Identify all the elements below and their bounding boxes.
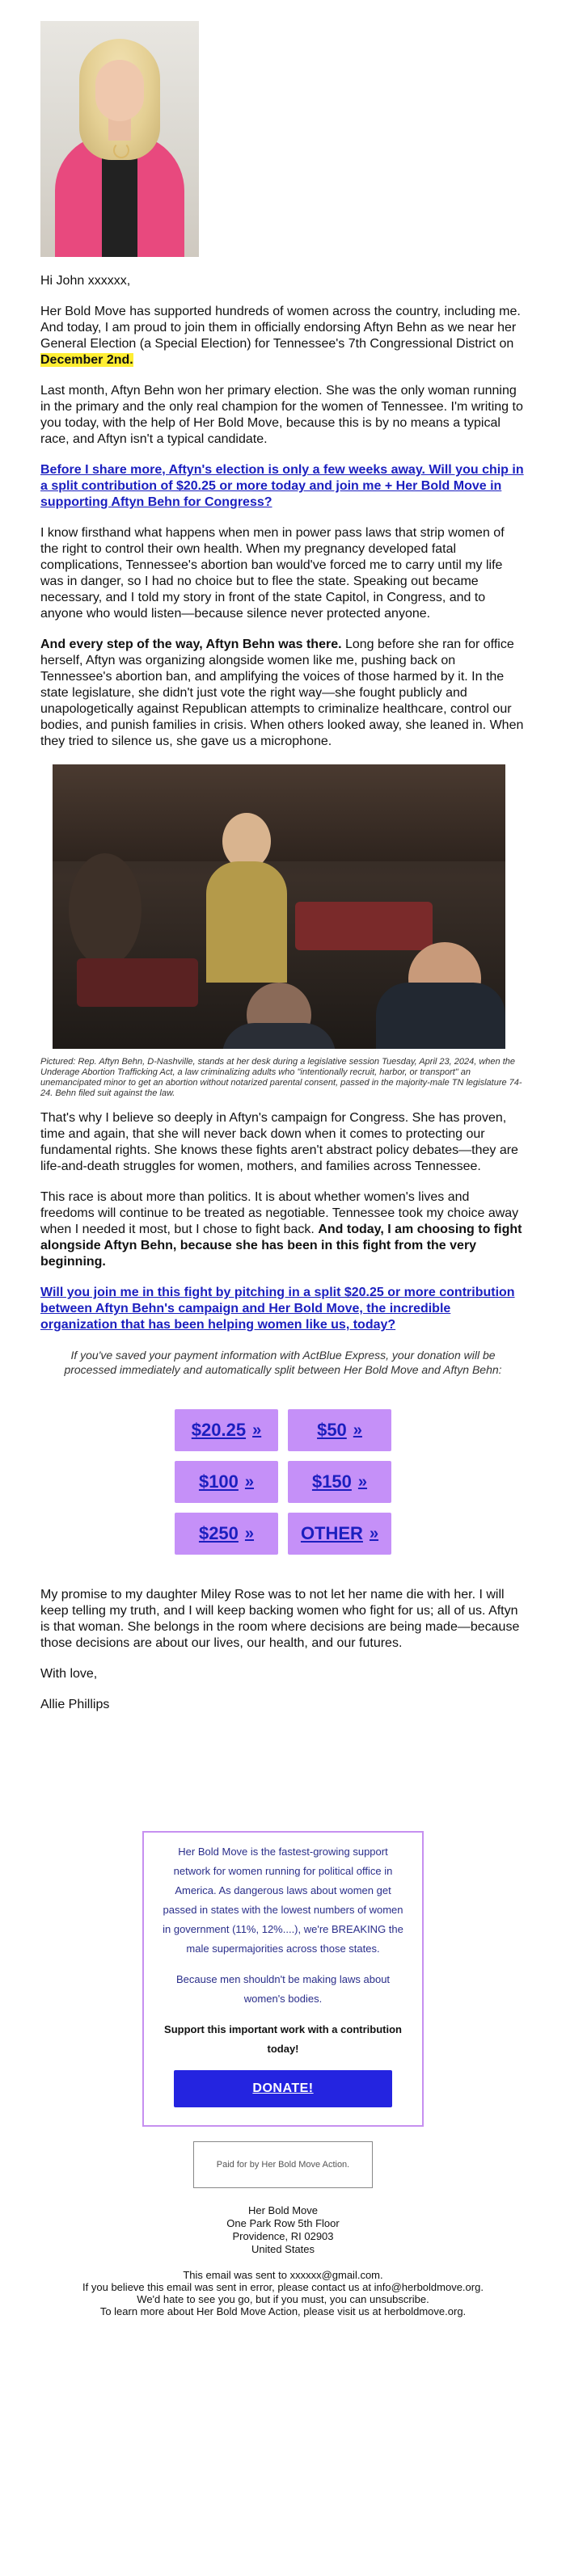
unsubscribe-link[interactable]: We'd hate to see you go, but if you must, you can unsubscribe. <box>137 2293 429 2305</box>
donate-link-2[interactable]: Will you join me in this fight by pitching in a split $20.25 or more contribution between Aftyn Behn's campaign and Her Bold Move, the incredible organization that has been helping women like us, today? <box>40 1286 515 1332</box>
headshot-image <box>40 21 199 257</box>
intro-paragraph: Her Bold Move has supported hundreds of women across the country, including me. And today, I am proud to join them in officially endorsing Aftyn Behn as we near her General Election (a Special Election) for Tennessee's 7th Congressional District on December 2nd. <box>40 305 521 367</box>
chevron-right-icon: » <box>244 1472 255 1491</box>
greeting: Hi John xxxxxx, <box>40 274 131 288</box>
donate-20-button[interactable]: $20.25 » <box>175 1409 278 1451</box>
legal-footer <box>40 2269 526 2317</box>
support-text: Support this important work with a contribution today! <box>164 2023 402 2055</box>
promise-paragraph: My promise to my daughter Miley Rose was to not let her name die with her. I will keep telling my truth, and I will keep backing women who fight for us; all of us. Aftyn is that woman. She belongs in the room where decisions are being made—because those decisions are about our lives, our health, and our futures. <box>40 1588 520 1650</box>
signoff: With love, <box>40 1667 98 1681</box>
donate-other-button[interactable]: OTHER » <box>288 1513 391 1555</box>
primary-paragraph: Last month, Aftyn Behn won her primary election. She was the only woman running in the primary and the only real champion for the women of Tennessee. I'm writing to you today, with the help of Her Bold Move, because this is by no means a typical race, and Aftyn isn't a typical candidate. <box>40 384 523 446</box>
mailing-address: Her Bold Move One Park Row 5th Floor Providence, RI 02903 United States <box>226 2204 340 2255</box>
every-step-paragraph: And every step of the way, Aftyn Behn was there. Long before she ran for office herself, Aftyn was organizing alongside women like me, pushing back on Tennessee's abortion ban, and amplifying the voices of those harmed by it. In the state legislature, she didn't just vote the right way—she fought publicly and unapologetically against Republican attempts to criminalize healthcare, control our bodies, and punish families in crisis. When others looked away, she leaned in. When they tried to silence us, she gave us a microphone. <box>40 638 524 748</box>
donate-button[interactable]: DONATE! <box>174 2070 392 2107</box>
email-body <box>40 21 526 2317</box>
election-date: December 2nd. <box>40 353 133 367</box>
story-paragraph: I know firsthand what happens when men in power pass laws that strip women of the right to control their own health. When my pregnancy developed fatal complications, Tennessee's abortion ban would've forced me to carry until my life was in danger, so I had no choice but to flee the state. Speaking out became necessary, and I told my story in front of the state Capitol, in Congress, and to anyone who would listen—because silence never protected anyone. <box>40 526 505 621</box>
chevron-right-icon: » <box>244 1524 255 1543</box>
donate-150-button[interactable]: $150 » <box>288 1461 391 1503</box>
chevron-right-icon: » <box>369 1524 379 1543</box>
legislature-photo <box>53 764 505 1049</box>
donate-50-button[interactable]: $50 » <box>288 1409 391 1451</box>
donate-link-1[interactable]: Before I share more, Aftyn's election is only a few weeks away. Will you chip in a split contribution of $20.25 or more today and join me + Her Bold Move in supporting Aftyn Behn for Congress? <box>40 463 524 509</box>
photo-caption: Pictured: Rep. Aftyn Behn, D-Nashville, stands at her desk during a legislative session Tuesday, April 23, 2024, when the Underage Abortion Trafficking Act, a law criminalizing adults who "intentionally recruit, harbor, or transport" an unemancipated minor to get an abortion without notarized parental consent, passed in the majority-male TN legislature 74-24. Behn filed suit against the law. <box>40 1057 522 1098</box>
error-contact-link[interactable]: If you believe this email was sent in error, please contact us at info@herboldmove.org. <box>82 2281 484 2293</box>
believe-paragraph: That's why I believe so deeply in Aftyn's campaign for Congress. She has proven, time and again, that she will never back down when it comes to protecting our fundamental rights. She knows these fights aren't abstract policy debates—they are life-and-death struggles for women, mothers, and families across Tennessee. <box>40 1111 518 1173</box>
chevron-right-icon: » <box>252 1421 262 1439</box>
donate-250-button[interactable]: $250 » <box>175 1513 278 1555</box>
learn-more-link[interactable]: To learn more about Her Bold Move Action, please visit us at herboldmove.org. <box>99 2305 467 2317</box>
because-text: Because men shouldn't be making laws about women's bodies. <box>175 1973 391 2005</box>
sent-to-text: This email was sent to xxxxxx@gmail.com. <box>183 2269 383 2281</box>
donate-100-button[interactable]: $100 » <box>175 1461 278 1503</box>
actblue-note: If you've saved your payment information with ActBlue Express, your donation will be processed immediately and automatically split between Her Bold Move and Aftyn Behn: <box>64 1349 502 1376</box>
paid-for-box: Paid for by Her Bold Move Action. <box>193 2141 373 2188</box>
donation-buttons <box>175 1409 391 1555</box>
race-paragraph: This race is about more than politics. It is about whether women's lives and freedoms will continue to be treated as negotiable. Tennessee took my choice away when I needed it most, but I chose to fight back. And today, I am choosing to fight alongside Aftyn Behn, because she has been in this fight from the very beginning. <box>40 1190 522 1269</box>
chevron-right-icon: » <box>357 1472 368 1491</box>
signature: Allie Phillips <box>40 1698 110 1711</box>
about-box <box>142 1831 424 2127</box>
about-text: Her Bold Move is the fastest-growing support network for women running for political office in America. As dangerous laws about women get passed in states with the lowest numbers of women in government (11%, 12%....), we're BREAKING the male supermajorities across those states. <box>163 1846 403 1955</box>
chevron-right-icon: » <box>353 1421 362 1439</box>
